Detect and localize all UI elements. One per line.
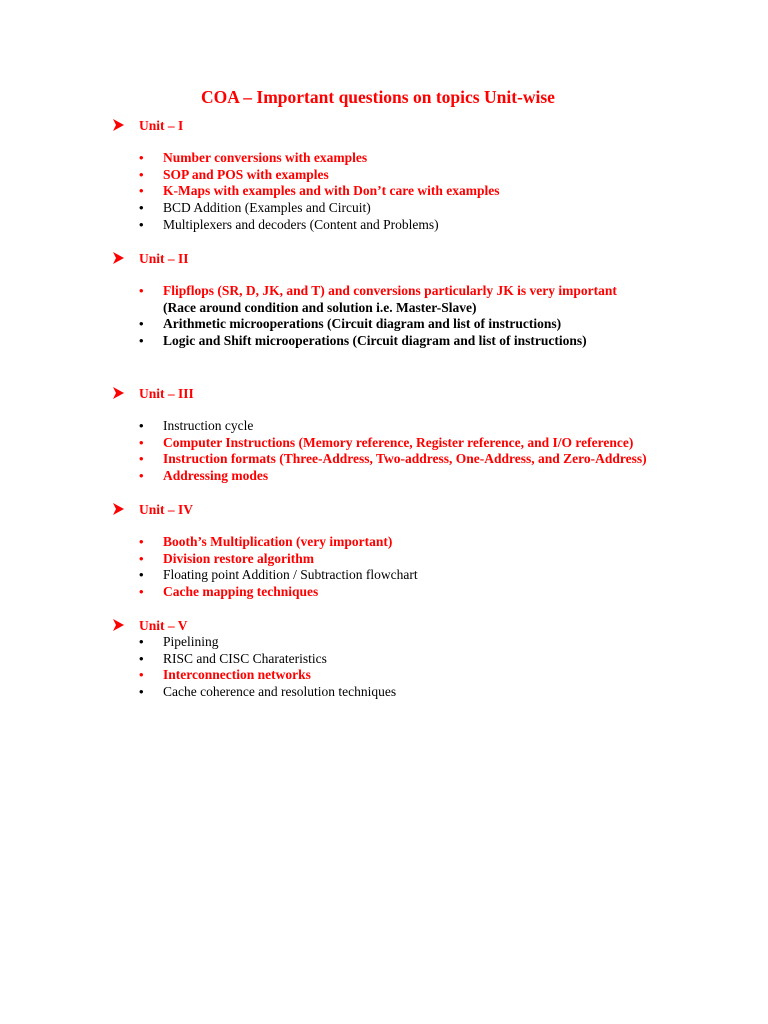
list-item: • K-Maps with examples and with Don’t care with examples xyxy=(139,183,500,199)
arrowhead-bullet-icon xyxy=(112,385,139,403)
list-item: • Cache mapping techniques xyxy=(139,584,319,600)
list-item: • Flipflops (SR, D, JK, and T) and conversions particularly JK is very important (Race around condition and solution i.e. Master-Slave) xyxy=(137,283,757,316)
unit-2-list xyxy=(137,283,757,350)
unit-heading-4 xyxy=(112,501,193,519)
list-item: • Logic and Shift microoperations (Circuit diagram and list of instructions) xyxy=(139,333,587,349)
unit-label: Unit – IV xyxy=(139,502,194,517)
unit-heading-2 xyxy=(112,250,189,268)
unit-4-list xyxy=(137,534,757,601)
list-item: • RISC and CISC Charateristics xyxy=(139,650,327,666)
list-item: • Booth’s Multiplication (very important) xyxy=(139,534,393,549)
unit-heading-3 xyxy=(112,385,194,403)
list-item: • Addressing modes xyxy=(139,468,269,484)
list-item: • BCD Addition (Examples and Circuit) xyxy=(139,200,371,216)
list-item: • Division restore algorithm xyxy=(139,550,314,566)
list-item: • Pipelining xyxy=(139,634,219,649)
unit-heading-5 xyxy=(112,617,188,635)
list-item: • Floating point Addition / Subtraction flowchart xyxy=(139,567,418,583)
arrowhead-bullet-icon xyxy=(112,617,139,635)
page-title: COA – Important questions on topics Unit-wise xyxy=(201,87,555,107)
list-item: • Interconnection networks xyxy=(139,667,311,683)
list-item: • Multiplexers and decoders (Content and Problems) xyxy=(139,216,439,232)
list-item: • Number conversions with examples xyxy=(139,150,368,165)
list-item-note: (Race around condition and solution i.e. Master-Slave) xyxy=(163,299,477,315)
unit-label: Unit – II xyxy=(139,251,189,266)
list-item: • Instruction cycle xyxy=(139,418,254,433)
list-item: • Instruction formats (Three-Address, Two-address, One-Address, and Zero-Address) xyxy=(139,451,647,467)
list-item: • SOP and POS with examples xyxy=(139,166,329,182)
unit-heading-1 xyxy=(112,117,183,135)
unit-5-list xyxy=(137,634,757,701)
arrowhead-bullet-icon xyxy=(112,250,139,268)
list-item: • Arithmetic microoperations (Circuit diagram and list of instructions) xyxy=(139,316,562,332)
arrowhead-bullet-icon xyxy=(112,501,139,519)
unit-label: Unit – III xyxy=(139,386,194,401)
unit-1-list xyxy=(137,150,757,234)
unit-label: Unit – V xyxy=(139,618,188,633)
list-item: • Cache coherence and resolution techniques xyxy=(139,684,397,700)
unit-label: Unit – I xyxy=(139,118,184,133)
arrowhead-bullet-icon xyxy=(112,117,139,135)
list-item: • Computer Instructions (Memory reference, Register reference, and I/O reference) xyxy=(139,434,634,450)
unit-3-list xyxy=(137,418,757,485)
